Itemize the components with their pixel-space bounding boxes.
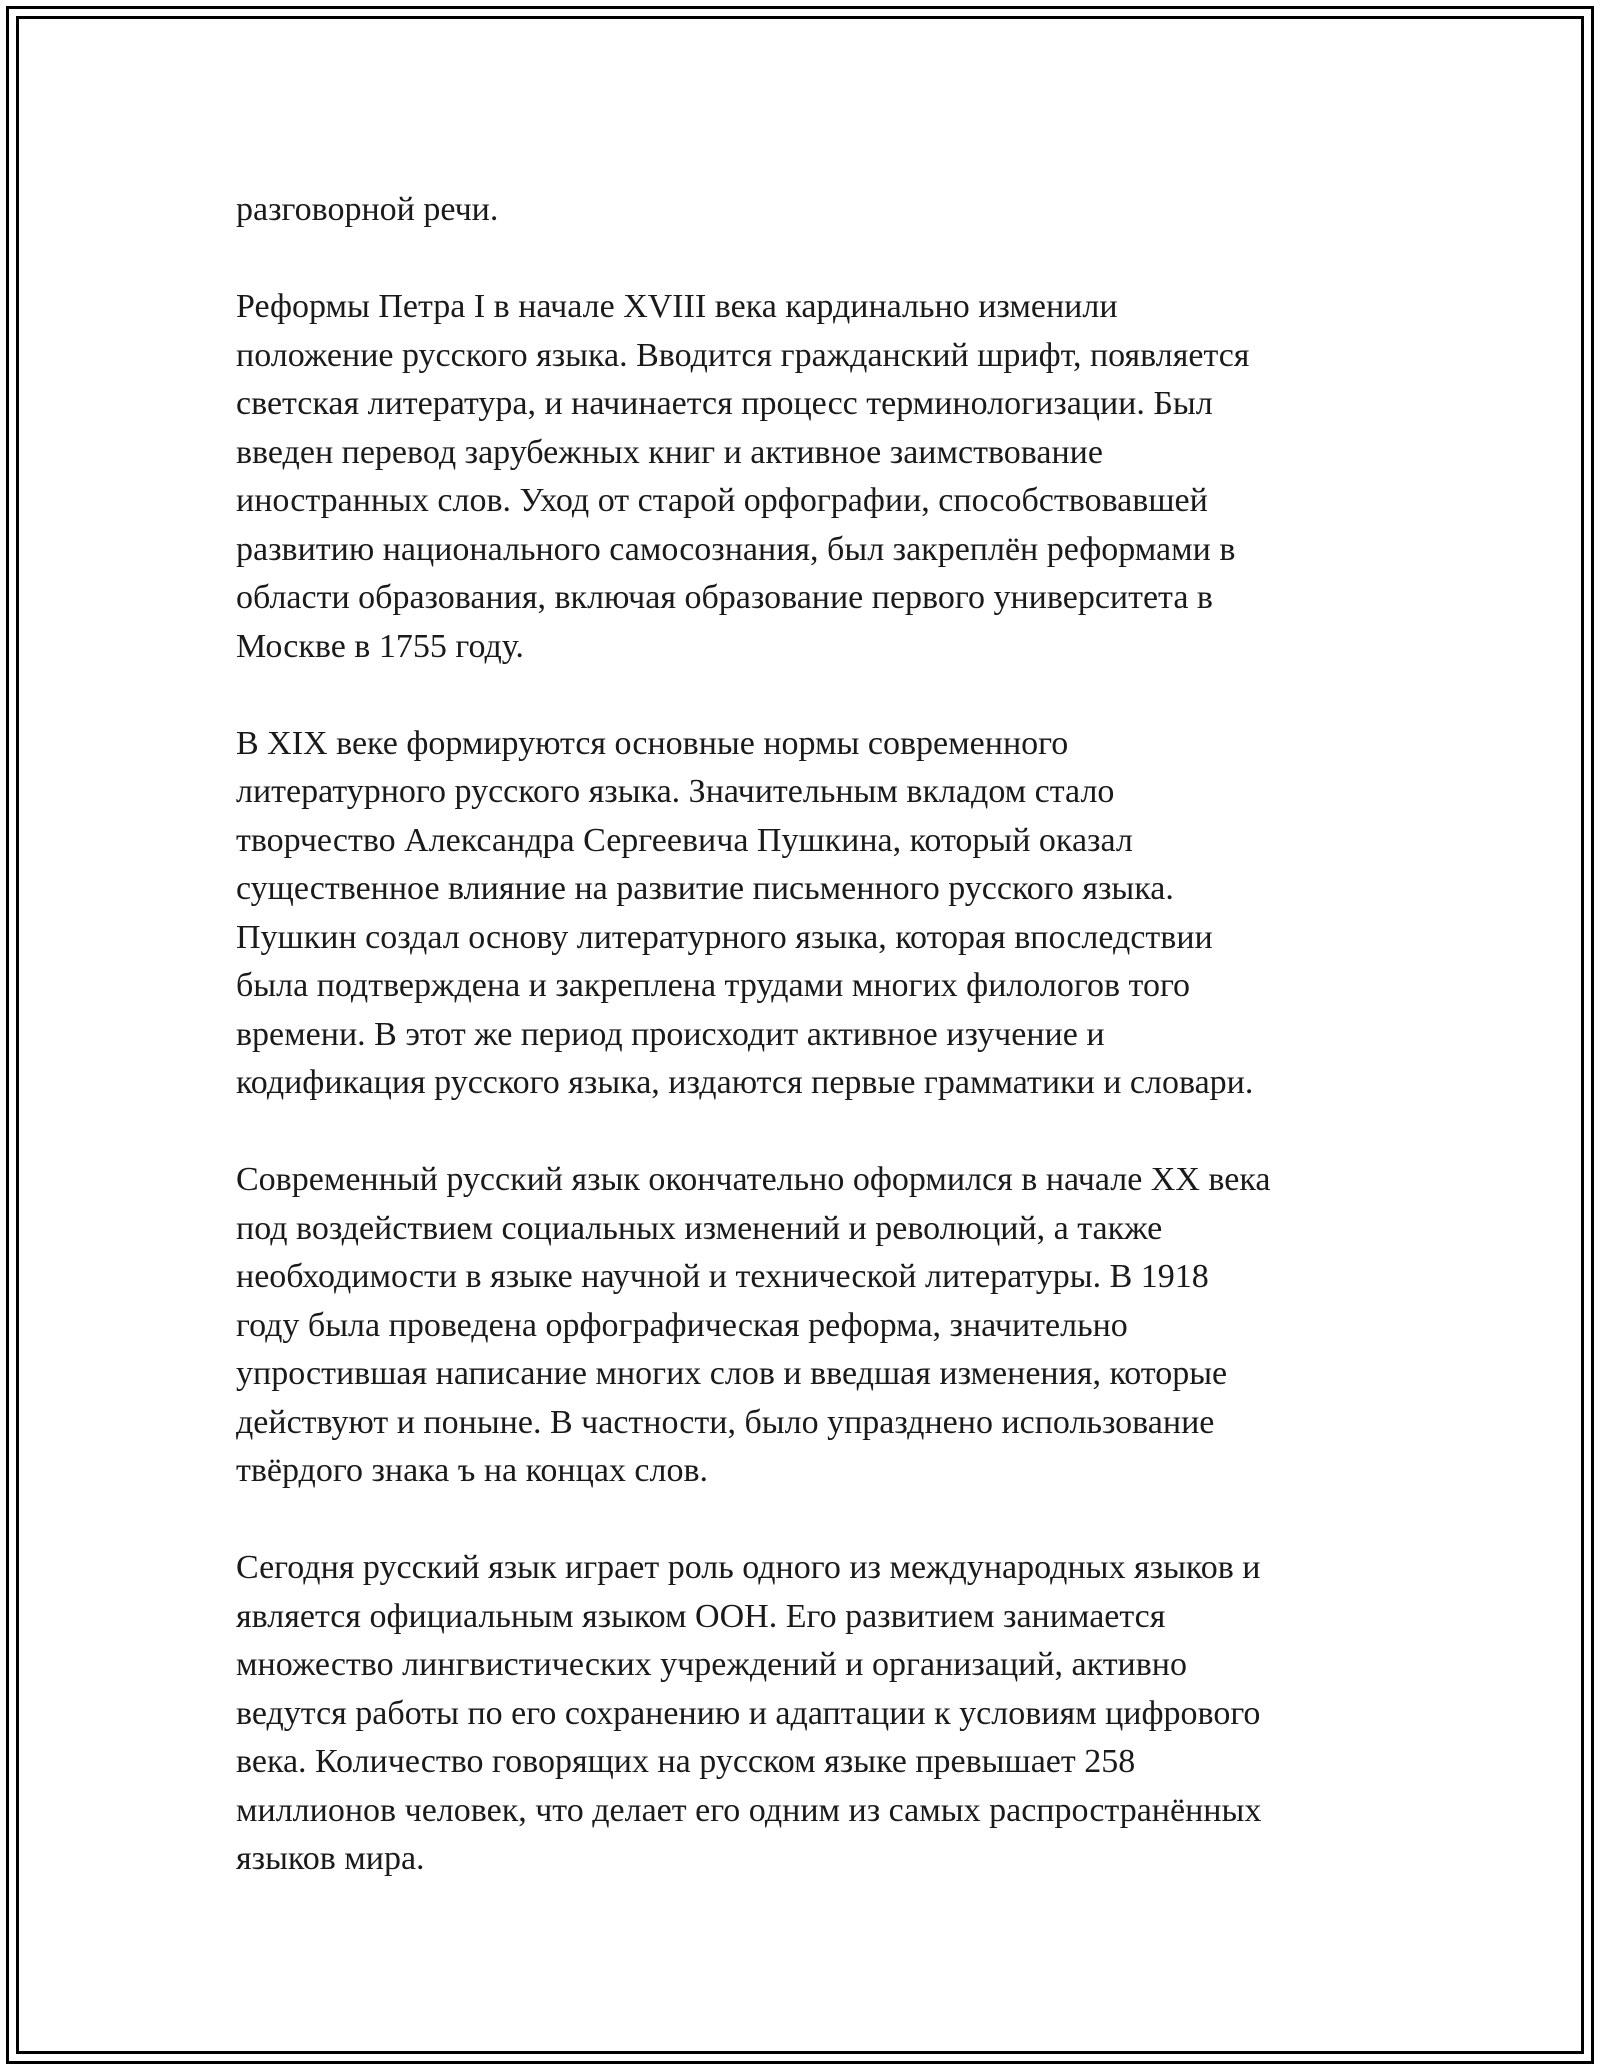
text-line: Реформы Петра I в начале XVIII века кардинально изменили: [236, 288, 1118, 325]
text-line: миллионов человек, что делает его одним из самых распространённых: [236, 1791, 1262, 1829]
text-line: светская литература, и начинается процесс терминологизации. Был: [236, 385, 1213, 422]
text-line: В XIX веке формируются основные нормы современного: [236, 724, 1069, 762]
document-body: [236, 186, 1366, 1884]
paragraph: [236, 186, 1366, 235]
text-line: ведутся работы по его сохранению и адаптации к условиям цифрового: [236, 1694, 1261, 1732]
text-line: действуют и поныне. В частности, было упразднено использование: [236, 1403, 1215, 1441]
text-line: века. Количество говорящих на русском языке превышает 258: [236, 1743, 1136, 1780]
text-line: введен перевод зарубежных книг и активное заимствование: [236, 433, 1103, 471]
text-line: разговорной речи.: [236, 191, 499, 228]
text-line: положение русского языка. Вводится гражданский шрифт, появляется: [236, 336, 1250, 374]
text-line: Сегодня русский язык играет роль одного из международных языков и: [236, 1549, 1261, 1586]
text-line: Москве в 1755 году.: [236, 627, 524, 665]
paragraph: [236, 1156, 1366, 1496]
paragraph: [236, 283, 1366, 671]
text-line: упростившая написание многих слов и введшая изменения, которые: [236, 1355, 1228, 1392]
paragraph: [236, 1544, 1366, 1884]
text-line: является официальным языком ООН. Его развитием занимается: [236, 1597, 1166, 1635]
text-line: множество лингвистических учреждений и организаций, активно: [236, 1646, 1188, 1683]
text-line: творчество Александра Сергеевича Пушкина, который оказал: [236, 821, 1133, 859]
text-line: была подтверждена и закреплена трудами многих филологов того: [236, 967, 1191, 1004]
text-line: под воздействием социальных изменений и революций, а также: [236, 1209, 1163, 1247]
text-line: твёрдого знака ъ на концах слов.: [236, 1452, 709, 1489]
text-line: Современный русский язык окончательно оформился в начале XX века: [236, 1161, 1271, 1198]
paragraph: [236, 720, 1366, 1108]
text-line: области образования, включая образование первого университета в: [236, 579, 1213, 616]
text-line: кодификация русского языка, издаются первые грамматики и словари.: [236, 1064, 1254, 1101]
text-line: иностранных слов. Уход от старой орфографии, способствовавшей: [236, 482, 1208, 519]
text-line: году была проведена орфографическая реформа, значительно: [236, 1306, 1128, 1344]
text-line: литературного русского языка. Значительным вкладом стало: [236, 773, 1115, 810]
text-line: Пушкин создал основу литературного языка, которая впоследствии: [236, 918, 1213, 956]
text-line: развитию национального самосознания, был закреплён реформами в: [236, 530, 1236, 568]
text-line: языков мира.: [236, 1840, 425, 1877]
text-line: времени. В этот же период происходит активное изучение и: [236, 1015, 1105, 1053]
text-line: необходимости в языке научной и технической литературы. В 1918: [236, 1258, 1209, 1295]
text-line: существенное влияние на развитие письменного русского языка.: [236, 870, 1174, 907]
